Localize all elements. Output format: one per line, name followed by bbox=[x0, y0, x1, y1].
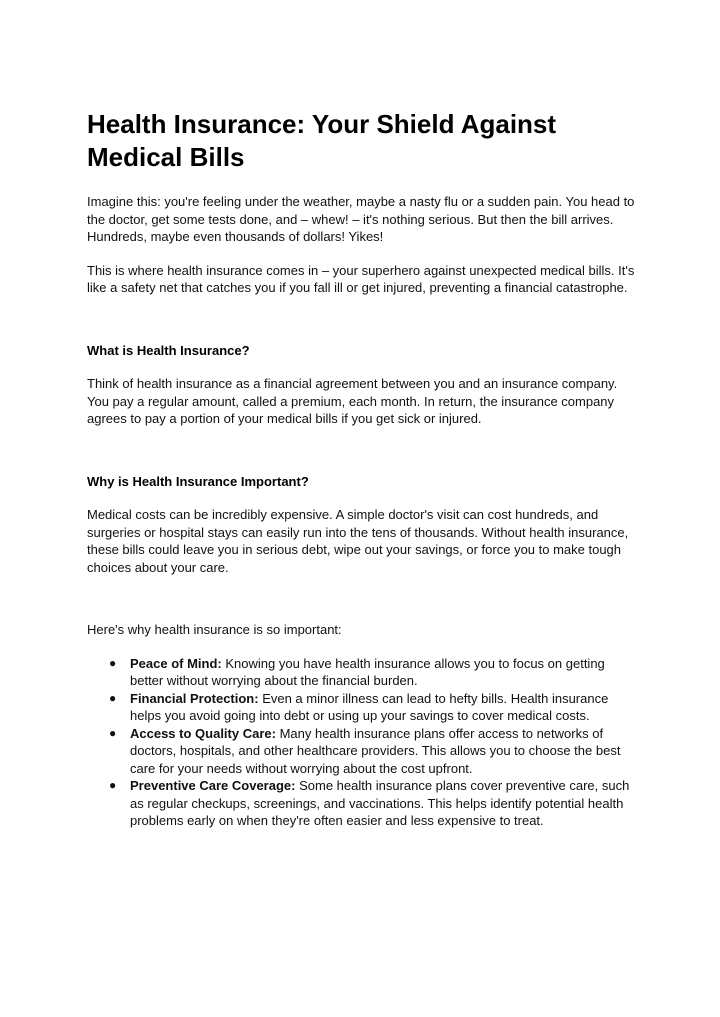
bullet-icon: ● bbox=[109, 725, 117, 740]
reasons-list bbox=[87, 655, 637, 830]
list-item-title: Access to Quality Care: bbox=[130, 725, 276, 741]
list-item bbox=[87, 690, 637, 725]
reasons-intro: Here's why health insurance is so important: bbox=[87, 622, 342, 637]
section-body-why: Medical costs can be incredibly expensive. A simple doctor's visit can cost hundreds, and surgeries or hospital stays can easily run into the tens of thousands. Without health insurance, these bills could leave you in serious debt, wipe out your savings, or force you to make tough choices about your care. bbox=[87, 507, 629, 575]
intro-paragraph-2: This is where health insurance comes in – your superhero against unexpected medical bills. It's like a safety net that catches you if you fall ill or get injured, preventing a financial catastrophe. bbox=[87, 262, 635, 295]
list-item-text: Some health insurance plans cover preventive care, such as regular checkups, screenings, and vaccinations. This helps identify potential health problems early on when they're often easier and less expensive to treat. bbox=[130, 778, 630, 828]
list-item bbox=[87, 725, 637, 778]
bullet-icon: ● bbox=[109, 778, 117, 792]
list-item-title: Preventive Care Coverage: bbox=[130, 778, 296, 793]
list-item bbox=[87, 777, 637, 830]
list-item-text: Knowing you have health insurance allows you to focus on getting better without worrying about the financial burden. bbox=[130, 655, 605, 688]
bullet-icon: ● bbox=[109, 690, 117, 705]
section-heading-why: Why is Health Insurance Important? bbox=[87, 473, 309, 489]
section-body-what: Think of health insurance as a financial agreement between you and an insurance company. You pay a regular amount, called a premium, each month. In return, the insurance company agrees to pay a portion of your medical bills if you get sick or injured. bbox=[87, 376, 618, 426]
list-item-title: Peace of Mind: bbox=[130, 655, 222, 671]
section-heading-what: What is Health Insurance? bbox=[87, 342, 250, 358]
bullet-icon: ● bbox=[109, 655, 117, 670]
list-item bbox=[87, 655, 637, 690]
intro-paragraph-1: Imagine this: you're feeling under the weather, maybe a nasty flu or a sudden pain. You head to the doctor, get some tests done, and – whew! – it's nothing serious. But then the bill arrives. Hundreds, maybe even thousands of dollars! Yikes! bbox=[87, 194, 635, 244]
document-title: Health Insurance: Your Shield Against Medical Bills bbox=[87, 109, 557, 172]
list-item-text: Many health insurance plans offer access to networks of doctors, hospitals, and other healthcare providers. This allows you to choose the best care for your needs without worrying about the cost upfront. bbox=[130, 725, 621, 776]
list-item-title: Financial Protection: bbox=[130, 690, 259, 706]
list-item-text: Even a minor illness can lead to hefty bills. Health insurance helps you avoid going into debt or using up your savings to cover medical costs. bbox=[130, 690, 609, 723]
document-page bbox=[87, 108, 637, 830]
